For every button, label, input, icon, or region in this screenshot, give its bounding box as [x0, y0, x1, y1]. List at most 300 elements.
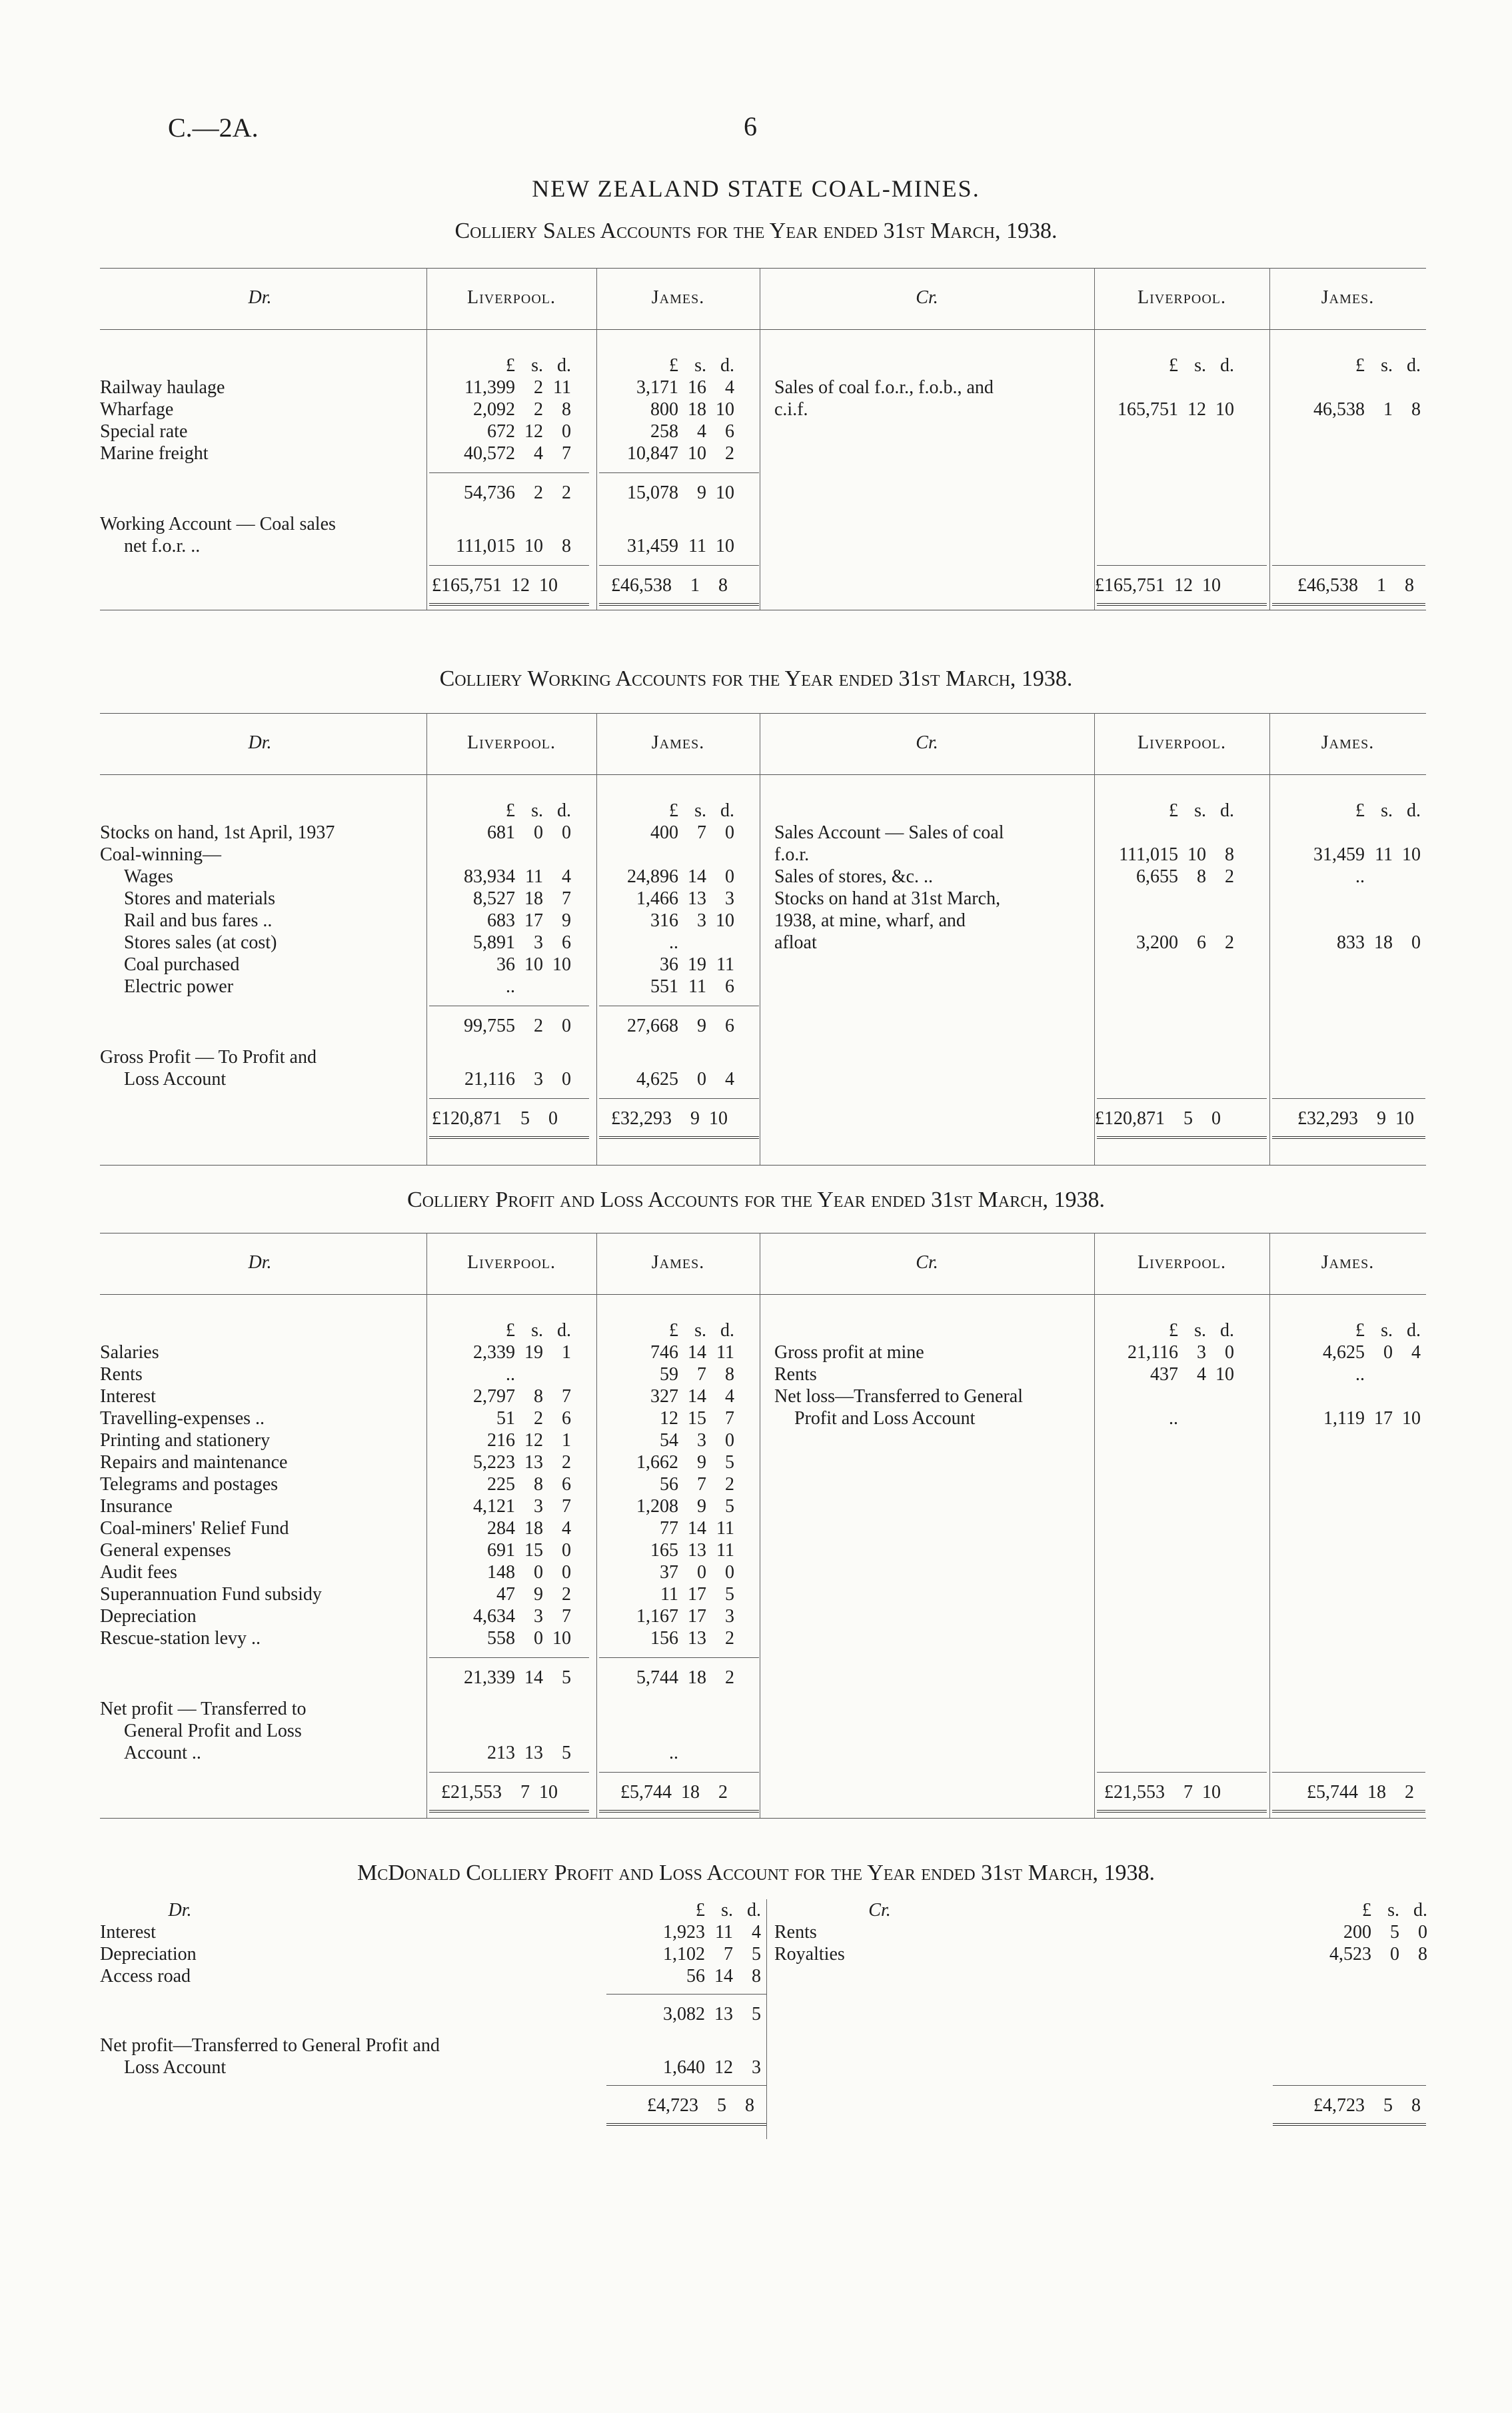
unit-pound: £: [1169, 1320, 1178, 1341]
cr-row-label: Sales of coal f.o.r., f.o.b., and: [774, 377, 994, 398]
rule-line: [429, 472, 589, 473]
cr-liverpool-amount-shillings: 10: [1187, 844, 1206, 865]
dr-liverpool-amount-pounds: 2,339: [473, 1342, 515, 1363]
dr-james-amount: [593, 1473, 734, 1495]
dr-james-subtotal-pounds: 5,744: [636, 1667, 678, 1688]
dr-james-amount-shillings: [678, 1742, 706, 1764]
dr-liverpool-amount-pounds: 5,223: [473, 1452, 515, 1473]
dr-liverpool-amount-shillings: 17: [524, 910, 543, 931]
dr-james-total-pounds: £32,293: [611, 1108, 672, 1129]
cr-liverpool-amount-shillings: 8: [1197, 866, 1206, 887]
unit-d: d.: [1220, 1320, 1234, 1341]
rule-line: [599, 1136, 759, 1139]
dr-liverpool-total-pence: 10: [539, 575, 558, 596]
dr-james-amount: [593, 822, 734, 844]
dr-james-amount-pence: 3: [725, 888, 734, 909]
dr-row-label: Rents: [100, 1364, 143, 1385]
dr-liverpool-amount-shillings: 19: [524, 1342, 543, 1363]
dr-james-subtotal: [593, 1015, 734, 1037]
profit-loss-title: Colliery Profit and Loss Accounts for the Year ended 31st March, 1938.: [406, 1188, 1106, 1212]
dr-james-amount-shillings: 10: [688, 443, 706, 464]
cr-heading: Cr.: [868, 1900, 891, 1921]
unit-header: [593, 1319, 734, 1341]
dr-row-label: Coal purchased: [124, 954, 240, 975]
unit-d: d.: [720, 1320, 734, 1341]
unit-s: s.: [1387, 1900, 1399, 1921]
dr-james-amount-shillings: 7: [697, 1364, 706, 1385]
cr-liverpool-total-shillings: 12: [1174, 575, 1193, 596]
dr-james-amount-pence: 11: [716, 1342, 734, 1363]
dr-james-amount-pence: 0: [725, 1562, 734, 1583]
rule-line: [1097, 1098, 1267, 1099]
dr-row-label: Telegrams and postages: [100, 1474, 279, 1495]
dr-liverpool-amount-pence: 6: [562, 1408, 571, 1429]
dr-james-amount-pounds: 1,662: [636, 1452, 678, 1473]
cr-liverpool-amount-pounds: 6,655: [1136, 866, 1178, 887]
sales-title: Colliery Sales Accounts for the Year ended 31st March, 1938.: [454, 219, 1058, 243]
dr-liverpool-total-pounds: £165,751: [432, 575, 502, 596]
dr-row-label: Superannuation Fund subsidy: [100, 1584, 322, 1605]
dr-liverpool-amount-shillings: 11: [525, 866, 543, 887]
unit-header: [1093, 1319, 1234, 1341]
cr-james-amount-shillings: 18: [1374, 932, 1393, 953]
dr-row-label: Marine freight: [100, 443, 209, 464]
dr-liverpool-subtotal-pence: 0: [562, 1016, 571, 1036]
dr-liverpool-amount-pounds: 47: [496, 1584, 515, 1605]
dr-james-amount: [593, 910, 734, 932]
dr-liverpool-amount: [430, 1495, 571, 1517]
dr-row-label: Interest: [100, 1922, 156, 1943]
unit-pound: £: [1355, 1320, 1365, 1341]
dr-amount-pence: 4: [752, 1922, 761, 1943]
dr-liverpool-amount-pounds: 681: [487, 822, 515, 843]
rule-line: [100, 713, 1426, 714]
cr-liverpool-amount-pence: 2: [1225, 866, 1234, 887]
unit-s: s.: [1381, 1320, 1393, 1341]
cr-james-heading: James.: [1321, 1252, 1375, 1273]
dr-liverpool-amount-pence: 11: [553, 377, 571, 398]
dr-amount-shillings: 12: [714, 2057, 733, 2078]
dr-james-amount-shillings: 14: [688, 1342, 706, 1363]
dr-james-total-pounds: £5,744: [620, 1782, 672, 1803]
dr-james-amount-pounds: ..: [669, 932, 678, 953]
dr-james-amount-pounds: 12: [660, 1408, 678, 1429]
cr-liverpool-total-shillings: 7: [1183, 1782, 1193, 1803]
dr-amount-pounds: 1,640: [663, 2057, 705, 2078]
dr-james-amount-pounds: 400: [650, 822, 678, 843]
dr-james-subtotal-pence: 10: [716, 482, 734, 503]
cr-amount-pence: 8: [1418, 1944, 1427, 1965]
dr-james-amount-shillings: 16: [688, 377, 706, 398]
dr-liverpool-amount: [430, 1385, 571, 1407]
dr-liverpool-amount-pence: 8: [562, 536, 571, 556]
unit-header: [1279, 800, 1421, 822]
dr-james-amount-pence: 11: [716, 1540, 734, 1561]
dr-james-amount-pence: [706, 1742, 734, 1764]
cr-james-amount-pence: 0: [1411, 932, 1421, 953]
dr-james-amount: [593, 1495, 734, 1517]
rule-line: [1097, 1136, 1267, 1139]
cr-liverpool-amount-pounds: 111,015: [1119, 844, 1178, 865]
dr-james-amount-pounds: 1,466: [636, 888, 678, 909]
dr-liverpool-total-pence: 0: [548, 1108, 558, 1129]
dr-james-amount-pence: 8: [725, 1364, 734, 1385]
dr-james-amount-pence: 0: [725, 866, 734, 887]
cr-james-amount-pounds: ..: [1355, 1364, 1365, 1385]
dr-liverpool-amount-shillings: 2: [534, 377, 543, 398]
dr-james-total: [586, 574, 728, 596]
cr-liverpool-amount: [1093, 866, 1234, 888]
dr-liverpool-amount: [430, 976, 571, 998]
dr-liverpool-amount-pence: 2: [562, 1584, 571, 1605]
dr-liverpool-amount-pence: 7: [562, 1606, 571, 1627]
dr-row-label: Stores sales (at cost): [124, 932, 277, 953]
dr-liverpool-total-shillings: 12: [511, 575, 530, 596]
cr-liverpool-amount-pounds: 21,116: [1128, 1342, 1178, 1363]
dr-james-amount-shillings: 14: [688, 1386, 706, 1407]
dr-james-amount-shillings: 7: [697, 822, 706, 843]
cr-james-total-pence: 8: [1405, 575, 1414, 596]
cr-liverpool-amount-pence: 0: [1225, 1342, 1234, 1363]
cr-liverpool-heading: Liverpool.: [1137, 732, 1226, 753]
dr-liverpool-subtotal: [430, 1015, 571, 1037]
dr-amount: [620, 1965, 761, 1987]
dr-heading: Dr.: [248, 1252, 272, 1273]
unit-s: s.: [531, 355, 543, 376]
dr-liverpool-amount-shillings: 8: [534, 1474, 543, 1495]
cr-row-label: Profit and Loss Account: [794, 1408, 976, 1429]
cr-liverpool-amount: [1093, 399, 1234, 420]
cr-liverpool-amount-pence: 10: [1215, 1364, 1234, 1385]
cr-james-amount-shillings: 0: [1383, 1342, 1393, 1363]
cr-row-label: Rents: [774, 1364, 817, 1385]
dr-james-amount-pounds: 10,847: [627, 443, 678, 464]
dr-row-label: Electric power: [124, 976, 234, 997]
cr-james-amount-pence: 10: [1402, 844, 1421, 865]
dr-liverpool-amount-shillings: 2: [534, 1408, 543, 1429]
rule-line: [599, 565, 759, 566]
rule-line: [1272, 1136, 1425, 1139]
dr-liverpool-amount-pence: 0: [562, 421, 571, 442]
dr-amount-pounds: 56: [686, 1966, 705, 1987]
cr-liverpool-amount: [1093, 932, 1234, 954]
cr-liverpool-total-pounds: £120,871: [1095, 1108, 1165, 1129]
dr-james-amount-pounds: 258: [650, 421, 678, 442]
dr-james-amount-pounds: 1,208: [636, 1496, 678, 1517]
dr-liverpool-amount: [430, 1583, 571, 1605]
dr-james-amount: [593, 442, 734, 464]
dr-liverpool-subtotal: [430, 482, 571, 504]
cr-row-label: Sales Account — Sales of coal: [774, 822, 1004, 843]
dr-james-amount: [593, 888, 734, 910]
cr-liverpool-amount-shillings: [1178, 1407, 1206, 1429]
dr-james-amount-pence: 4: [725, 1386, 734, 1407]
dr-liverpool-total-pence: 10: [539, 1782, 558, 1803]
rule-line: [1273, 2085, 1426, 2086]
dr-liverpool-amount-pounds: 4,121: [473, 1496, 515, 1517]
dr-james-amount-pence: 0: [725, 822, 734, 843]
dr-liverpool-amount-shillings: 0: [534, 1628, 543, 1649]
unit-pound: £: [1362, 1900, 1371, 1921]
rule-line: [1097, 1810, 1267, 1813]
dr-liverpool-amount-pence: 0: [562, 1562, 571, 1583]
unit-pound: £: [1169, 800, 1178, 821]
dr-james-amount-pounds: 77: [660, 1518, 678, 1539]
dr-liverpool-subtotal: [430, 1667, 571, 1689]
dr-row-label: Net profit—Transferred to General Profit and: [100, 2035, 440, 2056]
column-divider: [426, 713, 427, 1165]
dr-liverpool-subtotal-shillings: 2: [534, 482, 543, 503]
dr-james-amount-pence: 2: [725, 443, 734, 464]
column-divider: [426, 268, 427, 610]
unit-d: d.: [1220, 800, 1234, 821]
dr-liverpool-amount-shillings: 3: [534, 932, 543, 953]
dr-james-amount-shillings: 15: [688, 1408, 706, 1429]
cr-amount-pounds: 200: [1343, 1922, 1371, 1943]
cr-row-label: Gross profit at mine: [774, 1342, 924, 1363]
dr-liverpool-amount: [430, 932, 571, 954]
cr-james-heading: James.: [1321, 287, 1375, 308]
cr-james-amount: [1279, 1407, 1421, 1429]
unit-d: d.: [1407, 1320, 1421, 1341]
dr-amount-shillings: 14: [714, 1966, 733, 1987]
dr-liverpool-amount-pence: 0: [562, 1540, 571, 1561]
dr-james-amount-shillings: 4: [697, 421, 706, 442]
dr-liverpool-amount: [430, 442, 571, 464]
dr-liverpool-subtotal-pounds: 21,339: [464, 1667, 515, 1688]
dr-liverpool-amount-shillings: 8: [534, 1386, 543, 1407]
dr-james-amount-shillings: 19: [688, 954, 706, 975]
dr-james-amount-pence: 11: [716, 954, 734, 975]
cr-james-total-pence: 2: [1405, 1782, 1414, 1803]
liverpool-heading: Liverpool.: [467, 287, 556, 308]
unit-header: [430, 355, 571, 377]
cr-total-shillings: 5: [1383, 2095, 1393, 2116]
unit-d: d.: [557, 800, 571, 821]
dr-row-label: net f.o.r. ..: [124, 536, 201, 556]
rule-line: [100, 1165, 1426, 1166]
cr-liverpool-amount-shillings: 6: [1197, 932, 1206, 953]
unit-pound: £: [669, 1320, 678, 1341]
dr-row-label: Access road: [100, 1966, 191, 1987]
dr-liverpool-amount-shillings: 3: [534, 1606, 543, 1627]
rule-line: [100, 774, 1426, 775]
cr-liverpool-total-pence: 10: [1202, 1782, 1221, 1803]
dr-liverpool-amount-shillings: 13: [524, 1743, 543, 1763]
unit-header: [1279, 355, 1421, 377]
cr-james-total: [1273, 1781, 1414, 1803]
rule-line: [429, 1810, 589, 1813]
cr-amount-pence: 0: [1418, 1922, 1427, 1943]
dr-liverpool-subtotal-pounds: 99,755: [464, 1016, 515, 1036]
dr-james-amount-shillings: 9: [697, 1452, 706, 1473]
rule-line: [599, 472, 759, 473]
dr-row-label: Audit fees: [100, 1562, 177, 1583]
dr-liverpool-amount-pounds: 2,797: [473, 1386, 515, 1407]
dr-james-amount-pounds: 36: [660, 954, 678, 975]
dr-james-amount-shillings: 17: [688, 1584, 706, 1605]
dr-james-amount-shillings: 0: [697, 1562, 706, 1583]
dr-liverpool-amount-pounds: 4,634: [473, 1606, 515, 1627]
mcdonald-account-table: [100, 1899, 1426, 2152]
dr-liverpool-amount-shillings: 13: [524, 1452, 543, 1473]
rule-line: [599, 603, 759, 606]
rule-line: [1272, 1810, 1425, 1813]
dr-liverpool-amount-pence: 7: [562, 1496, 571, 1517]
dr-james-total-shillings: 9: [690, 1108, 700, 1129]
unit-s: s.: [1194, 355, 1206, 376]
rule-line: [429, 603, 589, 606]
cr-liverpool-total-pounds: £165,751: [1095, 575, 1165, 596]
dr-james-amount-pence: 7: [725, 1408, 734, 1429]
dr-liverpool-amount-pounds: 672: [487, 421, 515, 442]
dr-liverpool-amount-shillings: 4: [534, 443, 543, 464]
rule-line: [429, 1136, 589, 1139]
cr-total: [1279, 2094, 1421, 2116]
dr-james-amount-pounds: 37: [660, 1562, 678, 1583]
dr-row-label: Wharfage: [100, 399, 174, 420]
dr-liverpool-total: [416, 1108, 558, 1130]
dr-liverpool-amount: [430, 535, 571, 557]
dr-james-subtotal-pounds: 15,078: [627, 482, 678, 503]
cr-liverpool-amount-shillings: 4: [1197, 1364, 1206, 1385]
dr-amount-shillings: 11: [715, 1922, 733, 1943]
dr-amount-pounds: 1,923: [663, 1922, 705, 1943]
rule-line: [429, 565, 589, 566]
cr-james-amount-pounds: 4,625: [1323, 1342, 1365, 1363]
dr-james-amount: [593, 1341, 734, 1363]
rule-line: [100, 1294, 1426, 1295]
dr-james-amount-pence: 4: [725, 1069, 734, 1090]
dr-heading: Dr.: [248, 287, 272, 308]
cr-liverpool-total-pence: 0: [1211, 1108, 1221, 1129]
dr-total-shillings: 5: [717, 2095, 726, 2116]
dr-row-label: General expenses: [100, 1540, 231, 1561]
dr-james-amount-pounds: 31,459: [627, 536, 678, 556]
cr-james-amount-shillings: [1365, 1363, 1393, 1385]
james-heading: James.: [651, 1252, 705, 1273]
dr-james-amount: [593, 1407, 734, 1429]
dr-liverpool-amount-shillings: 10: [524, 536, 543, 556]
dr-row-label: Salaries: [100, 1342, 159, 1363]
unit-s: s.: [1194, 1320, 1206, 1341]
unit-s: s.: [694, 1320, 706, 1341]
dr-liverpool-subtotal-pence: 5: [562, 1667, 571, 1688]
dr-james-amount-pence: 2: [725, 1474, 734, 1495]
cr-james-amount: [1279, 1363, 1421, 1385]
cr-liverpool-amount: [1093, 1341, 1234, 1363]
dr-james-amount-pence: 5: [725, 1496, 734, 1517]
dr-liverpool-amount: [430, 1561, 571, 1583]
dr-james-amount: [593, 420, 734, 442]
cr-liverpool-amount-pence: 2: [1225, 932, 1234, 953]
dr-james-amount: [593, 399, 734, 420]
cr-liverpool-total-shillings: 5: [1183, 1108, 1193, 1129]
dr-liverpool-amount-pence: [543, 976, 571, 998]
cr-total-pence: 8: [1411, 2095, 1421, 2116]
james-heading: James.: [651, 287, 705, 308]
dr-liverpool-amount-pounds: 8,527: [473, 888, 515, 909]
dr-james-amount-shillings: 3: [697, 1430, 706, 1451]
dr-james-amount-pence: 11: [716, 1518, 734, 1539]
rule-line: [1272, 565, 1425, 566]
dr-total-pounds: £4,723: [647, 2095, 698, 2116]
dr-liverpool-amount-pounds: ..: [506, 1364, 515, 1385]
cr-heading: Cr.: [916, 732, 938, 753]
unit-s: s.: [531, 1320, 543, 1341]
cr-liverpool-amount-pounds: 165,751: [1118, 399, 1178, 420]
dr-liverpool-amount-pounds: 284: [487, 1518, 515, 1539]
dr-liverpool-amount-shillings: 3: [534, 1496, 543, 1517]
dr-liverpool-amount: [430, 1517, 571, 1539]
dr-row-label: Repairs and maintenance: [100, 1452, 288, 1473]
cr-james-amount-pounds: 833: [1337, 932, 1365, 953]
document-code: C.—2A.: [168, 113, 259, 143]
dr-james-amount-pounds: 800: [650, 399, 678, 420]
unit-s: s.: [1381, 800, 1393, 821]
dr-james-amount-shillings: 14: [688, 1518, 706, 1539]
unit-header: [593, 800, 734, 822]
dr-total-pence: 8: [745, 2095, 754, 2116]
dr-liverpool-total-shillings: 7: [520, 1782, 530, 1803]
dr-james-amount-pounds: ..: [669, 1743, 678, 1763]
cr-james-amount-pounds: 31,459: [1313, 844, 1365, 865]
dr-james-total-pence: 8: [718, 575, 728, 596]
unit-header: [430, 800, 571, 822]
rule-line: [606, 1994, 766, 1995]
dr-row-label: Coal-winning—: [100, 844, 221, 865]
unit-header: [1286, 1899, 1427, 1921]
cr-james-amount-pence: 4: [1411, 1342, 1421, 1363]
dr-subtotal-pence: 5: [752, 2004, 761, 2024]
dr-liverpool-amount: [430, 1473, 571, 1495]
dr-liverpool-amount-pounds: 40,572: [464, 443, 515, 464]
dr-row-label: Printing and stationery: [100, 1430, 271, 1451]
rule-line: [1272, 603, 1425, 606]
dr-liverpool-total-pounds: £120,871: [432, 1108, 502, 1129]
cr-james-amount-shillings: 17: [1374, 1408, 1393, 1429]
column-divider: [1269, 268, 1270, 610]
dr-row-label: Stores and materials: [124, 888, 276, 909]
dr-james-amount: [593, 1517, 734, 1539]
column-divider: [1269, 713, 1270, 1165]
dr-james-amount: [593, 1742, 734, 1764]
liverpool-heading: Liverpool.: [467, 732, 556, 753]
dr-liverpool-amount-pounds: ..: [506, 976, 515, 997]
dr-james-amount-pounds: 59: [660, 1364, 678, 1385]
cr-james-total-pounds: £32,293: [1297, 1108, 1358, 1129]
cr-liverpool-total-pounds: £21,553: [1104, 1782, 1165, 1803]
james-heading: James.: [651, 732, 705, 753]
dr-liverpool-amount: [430, 1627, 571, 1649]
dr-liverpool-amount-pence: 0: [562, 822, 571, 843]
dr-row-label: Working Account — Coal sales: [100, 514, 336, 534]
cr-liverpool-total: [1080, 574, 1221, 596]
cr-james-amount-pence: [1393, 866, 1421, 888]
dr-row-label: Travelling-expenses ..: [100, 1408, 265, 1429]
dr-liverpool-amount-shillings: 10: [524, 954, 543, 975]
cr-amount-shillings: 0: [1390, 1944, 1399, 1965]
dr-james-amount-pence: 4: [725, 377, 734, 398]
unit-s: s.: [1194, 800, 1206, 821]
cr-james-amount: [1279, 844, 1421, 866]
cr-heading: Cr.: [916, 287, 938, 308]
dr-row-label: Net profit — Transferred to: [100, 1699, 307, 1719]
cr-amount-pounds: 4,523: [1329, 1944, 1371, 1965]
cr-james-amount-shillings: 11: [1375, 844, 1393, 865]
dr-liverpool-amount-pounds: 691: [487, 1540, 515, 1561]
dr-james-amount-pounds: 11: [660, 1584, 678, 1605]
